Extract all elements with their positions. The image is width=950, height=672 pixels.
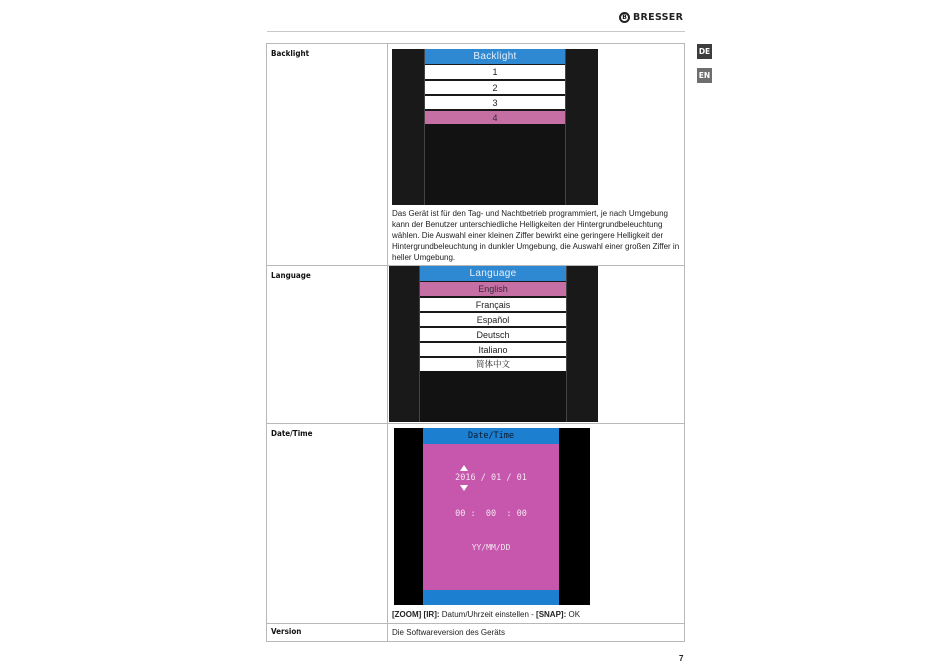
- menu-panel: [419, 266, 567, 422]
- table-row-language: [267, 266, 685, 424]
- page-number: 7: [679, 654, 684, 663]
- version-description: Die Softwareversion des Geräts: [392, 628, 505, 637]
- language-screen: [389, 266, 598, 422]
- menu-item-selected: English: [420, 281, 566, 296]
- arrow-down-icon: [460, 485, 468, 491]
- datetime-footer: [423, 590, 559, 605]
- row-label: Version: [267, 624, 388, 642]
- menu-item-selected: 4: [425, 109, 565, 124]
- menu-item: Deutsch: [420, 326, 566, 341]
- table-row-datetime: [267, 424, 685, 624]
- menu-item: 2: [425, 79, 565, 94]
- header-divider: [267, 31, 685, 32]
- backlight-screen: [392, 49, 598, 205]
- arrow-up-icon: [460, 465, 468, 471]
- date-format: YY/MM/DD: [471, 543, 511, 552]
- row-content: [388, 624, 685, 642]
- desc-text: OK: [566, 610, 581, 619]
- row-label: Language: [267, 266, 388, 424]
- row-content: [388, 44, 685, 266]
- menu-item: Italiano: [420, 341, 566, 356]
- key-snap: [SNAP]:: [536, 610, 567, 619]
- menu-title: Backlight: [425, 49, 565, 64]
- date-value: 2016 / 01 / 01: [455, 473, 527, 483]
- settings-table: [266, 43, 685, 642]
- menu-panel: [424, 49, 566, 205]
- row-label: Date/Time: [267, 424, 388, 624]
- key-zoom-ir: [ZOOM] [IR]:: [392, 610, 440, 619]
- row-content: [388, 266, 685, 424]
- desc-text: Datum/Uhrzeit einstellen -: [439, 610, 537, 619]
- datetime-description: [392, 609, 680, 620]
- menu-item: 3: [425, 94, 565, 109]
- datetime-screen: [394, 428, 590, 605]
- menu-item: 简体中文: [420, 356, 566, 371]
- menu-item: Français: [420, 296, 566, 311]
- bresser-logo: [619, 12, 683, 23]
- language-tab-en[interactable]: EN: [697, 68, 712, 83]
- table-row-backlight: [267, 44, 685, 266]
- menu-item: Español: [420, 311, 566, 326]
- language-tab-de[interactable]: DE: [697, 44, 712, 59]
- datetime-title: Date/Time: [423, 428, 559, 444]
- menu-title: Language: [420, 266, 566, 281]
- backlight-description: Das Gerät ist für den Tag- und Nachtbetrieb programmiert, je nach Umgebung kann der Benutzer unterschiedliche Helligkeiten der Hintergrundbeleuchtung wählen. Die Auswahl einer kleinen Ziffer bewirkt eine geringere Helligkeit der Hintergrundbeleuchtung in dunkler Umgebung, die Auswahl einer großen Ziffer in heller Umgebung.: [392, 209, 680, 262]
- row-label: Backlight: [267, 44, 388, 266]
- logo-text: BRESSER: [633, 12, 684, 23]
- logo-mark-icon: B: [619, 12, 630, 23]
- row-content: [388, 424, 685, 624]
- menu-item: 1: [425, 64, 565, 79]
- time-value: 00 : 00 : 00: [455, 509, 527, 519]
- datetime-panel: [423, 428, 559, 605]
- table-row-version: [267, 624, 685, 642]
